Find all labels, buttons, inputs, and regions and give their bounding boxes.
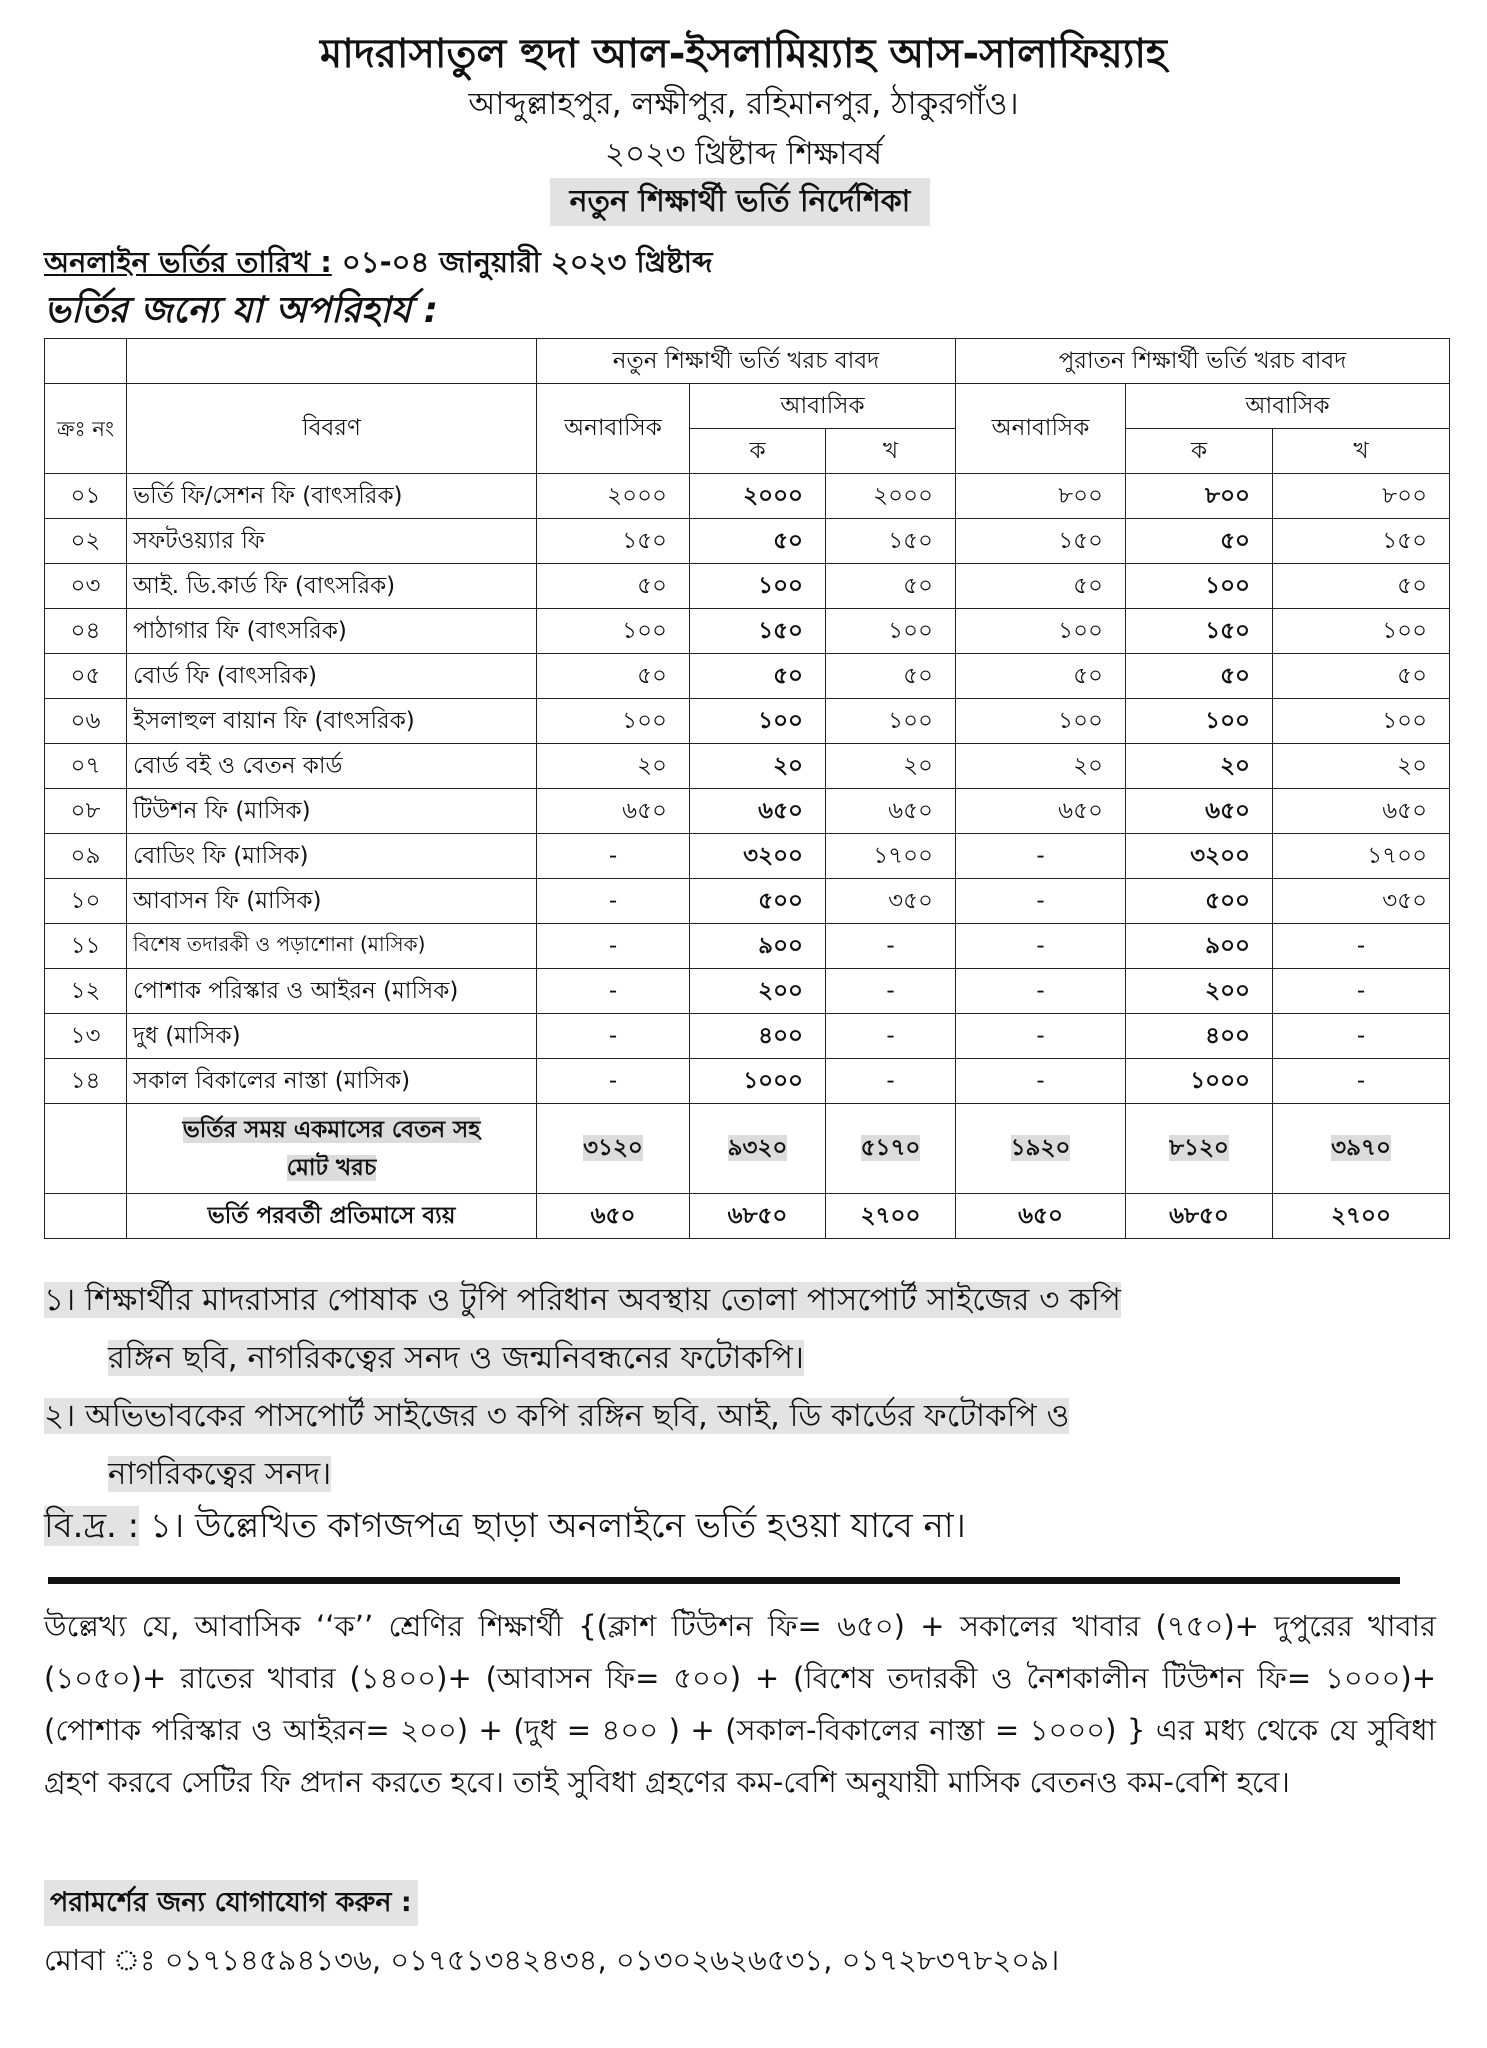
row-description: ভর্তি ফি/সেশন ফি (বাৎসরিক): [127, 474, 537, 519]
row-amount: ৫০: [690, 654, 826, 699]
row-amount: ২০০০: [690, 474, 826, 519]
row-amount: ২০০: [1126, 969, 1273, 1014]
row-amount: ৫০: [690, 519, 826, 564]
date-label: অনলাইন ভর্তির তারিখ :: [44, 245, 332, 279]
monthly-cell: ২৭০০: [826, 1194, 956, 1239]
col-old-kha: খ: [1273, 429, 1450, 474]
row-amount: ১৭০০: [1273, 834, 1450, 879]
row-amount: ৬৫০: [826, 789, 956, 834]
row-serial: ০৬: [45, 699, 127, 744]
row-amount: ৩৫০: [1273, 879, 1450, 924]
row-amount: ১০০: [1126, 564, 1273, 609]
row-amount: ৮০০: [1273, 474, 1450, 519]
row-amount: ৫০: [826, 654, 956, 699]
col-old-residential: আবাসিক: [1126, 384, 1450, 429]
row-amount: ৫০: [1126, 654, 1273, 699]
row-amount: ১০০: [826, 609, 956, 654]
row-description: ইসলাহুল বায়ান ফি (বাৎসরিক): [127, 699, 537, 744]
requirements-heading: ভর্তির জন্যে যা অপরিহার্য :: [44, 290, 439, 331]
row-amount: -: [956, 1059, 1126, 1104]
monthly-cell: ৬৮৫০: [1126, 1194, 1273, 1239]
row-amount: ২০: [826, 744, 956, 789]
row-amount: ১০০: [1273, 609, 1450, 654]
row-description: সকাল বিকালের নাস্তা (মাসিক): [127, 1059, 537, 1104]
row-amount: -: [826, 924, 956, 969]
fee-row: [45, 654, 1450, 699]
row-amount: ৫০: [537, 654, 690, 699]
col-new-kha: খ: [826, 429, 956, 474]
institution-address: আব্দুল্লাহপুর, লক্ষীপুর, রহিমানপুর, ঠাকুরগাঁও।: [468, 86, 1019, 122]
row-amount: -: [537, 1059, 690, 1104]
row-serial: ০১: [45, 474, 127, 519]
row-description: টিউশন ফি (মাসিক): [127, 789, 537, 834]
row-amount: -: [956, 1014, 1126, 1059]
row-amount: ৯০০: [690, 924, 826, 969]
fee-row: [45, 699, 1450, 744]
row-description: বোডিং ফি (মাসিক): [127, 834, 537, 879]
row-amount: -: [537, 969, 690, 1014]
document-notes: [44, 1272, 1444, 1504]
monthly-blank: [45, 1194, 127, 1239]
fee-row: [45, 789, 1450, 834]
col-new-residential: আবাসিক: [690, 384, 956, 429]
institution-title: মাদরাসাতুল হুদা আল-ইসলামিয়্যাহ আস-সালাফিয়্যাহ: [320, 31, 1167, 77]
row-amount: ১০০০: [690, 1059, 826, 1104]
row-serial: ১৩: [45, 1014, 127, 1059]
row-amount: ২০: [537, 744, 690, 789]
row-amount: ২০০০: [537, 474, 690, 519]
row-amount: ৫০: [1126, 519, 1273, 564]
row-amount: -: [1273, 969, 1450, 1014]
date-value: ০১-০৪ জানুয়ারী ২০২৩ খ্রিষ্টাব্দ: [331, 245, 713, 279]
row-amount: ৫০: [537, 564, 690, 609]
row-description: পাঠাগার ফি (বাৎসরিক): [127, 609, 537, 654]
row-amount: ৩৫০: [826, 879, 956, 924]
row-amount: ৮০০: [1126, 474, 1273, 519]
row-amount: -: [956, 924, 1126, 969]
total-cell: ৯৩২০: [690, 1104, 826, 1194]
admission-guide-heading: নতুন শিক্ষার্থী ভর্তি নির্দেশিকা: [550, 178, 930, 226]
row-amount: ৬৫০: [1273, 789, 1450, 834]
note-2-line-1: ২। অভিভাবকের পাসপোর্ট সাইজের ৩ কপি রঙ্গিন ছবি, আই, ডি কার্ডের ফটোকপি ও: [44, 1398, 1070, 1434]
total-label-line2: মোট খরচ: [286, 1154, 377, 1181]
col-old-nonresidential: অনাবাসিক: [956, 384, 1126, 474]
fee-row: [45, 609, 1450, 654]
row-amount: ৪০০: [690, 1014, 826, 1059]
academic-year: ২০২৩ খ্রিষ্টাব্দ শিক্ষাবর্ষ: [604, 136, 883, 172]
monthly-cell: ৬৫০: [956, 1194, 1126, 1239]
row-amount: ৫০: [956, 564, 1126, 609]
fee-row: [45, 1014, 1450, 1059]
row-description: দুধ (মাসিক): [127, 1014, 537, 1059]
nb-text: ১। উল্লেখিত কাগজপত্র ছাড়া অনলাইনে ভর্তি হওয়া যাবে না।: [139, 1506, 966, 1546]
header-blank: [127, 339, 537, 384]
row-serial: ০৫: [45, 654, 127, 699]
row-amount: -: [1273, 1014, 1450, 1059]
row-amount: ৫০: [1273, 654, 1450, 699]
row-amount: -: [537, 834, 690, 879]
fee-row: [45, 834, 1450, 879]
row-serial: ১৪: [45, 1059, 127, 1104]
monthly-cell: ৬৫০: [537, 1194, 690, 1239]
group-new-header: নতুন শিক্ষার্থী ভর্তি খরচ বাবদ: [537, 339, 956, 384]
row-amount: ৫০: [1273, 564, 1450, 609]
row-description: বোর্ড বই ও বেতন কার্ড: [127, 744, 537, 789]
total-blank: [45, 1104, 127, 1194]
row-amount: -: [826, 1059, 956, 1104]
contact-phones: মোবা ঃ ০১৭১৪৫৯৪১৩৬, ০১৭৫১৩৪২৪৩৪, ০১৩০২৬২৬৫৩১, ০১৭২৮৩৭৮২০৯।: [44, 1943, 1060, 1977]
row-serial: ০৭: [45, 744, 127, 789]
row-amount: ৩২০০: [1126, 834, 1273, 879]
fee-row: [45, 969, 1450, 1014]
row-amount: ১০০০: [1126, 1059, 1273, 1104]
row-amount: ১০০: [956, 699, 1126, 744]
row-description: আবাসন ফি (মাসিক): [127, 879, 537, 924]
online-admission-date: [44, 240, 712, 289]
row-serial: ১০: [45, 879, 127, 924]
row-description: বোর্ড ফি (বাৎসরিক): [127, 654, 537, 699]
fee-row: [45, 519, 1450, 564]
row-amount: ৪০০: [1126, 1014, 1273, 1059]
row-amount: ১০০: [690, 699, 826, 744]
row-amount: ১৫০: [537, 519, 690, 564]
row-amount: ১৫০: [826, 519, 956, 564]
row-amount: ২০০০: [826, 474, 956, 519]
row-serial: ০৮: [45, 789, 127, 834]
row-serial: ০৪: [45, 609, 127, 654]
row-amount: ১৫০: [1273, 519, 1450, 564]
row-amount: ১৫০: [690, 609, 826, 654]
row-description: পোশাক পরিস্কার ও আইরন (মাসিক): [127, 969, 537, 1014]
row-amount: ৫০০: [690, 879, 826, 924]
col-serial: ক্রঃ নং: [45, 384, 127, 474]
row-amount: ১০০: [690, 564, 826, 609]
fee-row: [45, 1059, 1450, 1104]
monthly-cell: ৬৮৫০: [690, 1194, 826, 1239]
row-amount: -: [826, 1014, 956, 1059]
row-amount: ৬৫০: [690, 789, 826, 834]
contact-label: পরামর্শের জন্য যোগাযোগ করুন :: [44, 1880, 418, 1926]
row-amount: -: [956, 969, 1126, 1014]
row-amount: ২০: [690, 744, 826, 789]
col-new-nonresidential: অনাবাসিক: [537, 384, 690, 474]
fee-row: [45, 924, 1450, 969]
row-amount: ২০: [1273, 744, 1450, 789]
row-description: আই. ডি.কার্ড ফি (বাৎসরিক): [127, 564, 537, 609]
row-description: বিশেষ তদারকী ও পড়াশোনা (মাসিক): [127, 924, 537, 969]
row-amount: -: [537, 1014, 690, 1059]
note-2-line-2: নাগরিকত্বের সনদ।: [108, 1456, 332, 1492]
row-amount: -: [826, 969, 956, 1014]
fee-row: [45, 744, 1450, 789]
fee-table: [44, 338, 1450, 1239]
row-amount: ৮০০: [956, 474, 1126, 519]
row-serial: ১২: [45, 969, 127, 1014]
row-amount: ৫০: [956, 654, 1126, 699]
total-cell: ৫১৭০: [826, 1104, 956, 1194]
fee-row: [45, 564, 1450, 609]
row-serial: ১১: [45, 924, 127, 969]
total-cell: ৩১২০: [537, 1104, 690, 1194]
row-serial: ০৯: [45, 834, 127, 879]
row-amount: ১৭০০: [826, 834, 956, 879]
fee-row: [45, 879, 1450, 924]
total-cell: ৮১২০: [1126, 1104, 1273, 1194]
row-amount: ৯০০: [1126, 924, 1273, 969]
row-amount: ১০০: [956, 609, 1126, 654]
row-amount: ১০০: [537, 609, 690, 654]
row-amount: -: [537, 924, 690, 969]
row-amount: ৩২০০: [690, 834, 826, 879]
row-amount: ১০০: [826, 699, 956, 744]
fee-row: [45, 474, 1450, 519]
total-cell: ৩৯৭০: [1273, 1104, 1450, 1194]
row-amount: ৫০০: [1126, 879, 1273, 924]
row-amount: ২০০: [690, 969, 826, 1014]
monthly-cell: ২৭০০: [1273, 1194, 1450, 1239]
note-1-line-1: ১। শিক্ষার্থীর মাদরাসার পোষাক ও টুপি পরিধান অবস্থায় তোলা পাসপোর্ট সাইজের ৩ কপি: [44, 1282, 1121, 1318]
row-amount: ১০০: [1273, 699, 1450, 744]
monthly-label: ভর্তি পরবর্তী প্রতিমাসে ব্যয়: [127, 1194, 537, 1239]
group-old-header: পুরাতন শিক্ষার্থী ভর্তি খরচ বাবদ: [956, 339, 1450, 384]
total-label: [127, 1104, 537, 1194]
row-amount: ১৫০: [956, 519, 1126, 564]
row-serial: ০৩: [45, 564, 127, 609]
row-amount: -: [537, 879, 690, 924]
total-label-line1: ভর্তির সময় একমাসের বেতন সহ: [182, 1116, 481, 1143]
row-amount: -: [956, 879, 1126, 924]
row-amount: ৬৫০: [956, 789, 1126, 834]
residential-fee-paragraph: উল্লেখ্য যে, আবাসিক ‘‘ক’’ শ্রেণির শিক্ষার্থী {(ক্লাশ টিউশন ফি= ৬৫০) + সকালের খাবার (৭৫০)+ দুপুরের খাবার (১০৫০)+ রাতের খাবার (১৪০০)+ (আবাসন ফি= ৫০০) + (বিশেষ তদারকী ও নৈশকালীন টিউশন ফি= ১০০০)+ (পোশাক পরিস্কার ও আইরন= ২০০) + (দুধ = ৪০০ ) + (সকাল-বিকালের নাস্তা = ১০০০) } এর মধ্য থেকে যে সুবিধা গ্রহণ করবে সেটির ফি প্রদান করতে হবে। তাই সুবিধা গ্রহণের কম-বেশি অনুযায়ী মাসিক বেতনও কম-বেশি হবে।: [44, 1609, 1436, 1799]
col-new-ka: ক: [690, 429, 826, 474]
row-amount: ৬৫০: [1126, 789, 1273, 834]
row-amount: -: [1273, 1059, 1450, 1104]
row-serial: ০২: [45, 519, 127, 564]
row-amount: ১৫০: [1126, 609, 1273, 654]
row-amount: ৫০: [826, 564, 956, 609]
col-description: বিবরণ: [127, 384, 537, 474]
row-description: সফটওয়্যার ফি: [127, 519, 537, 564]
row-amount: ১০০: [537, 699, 690, 744]
row-amount: ১০০: [1126, 699, 1273, 744]
row-amount: ৬৫০: [537, 789, 690, 834]
row-amount: ২০: [1126, 744, 1273, 789]
row-amount: ২০: [956, 744, 1126, 789]
header-blank: [45, 339, 127, 384]
row-amount: -: [956, 834, 1126, 879]
row-amount: -: [1273, 924, 1450, 969]
note-1-line-2: রঙ্গিন ছবি, নাগরিকত্বের সনদ ও জন্মনিবন্ধনের ফটোকপি।: [108, 1340, 804, 1376]
nb-label: বি.দ্র. :: [44, 1506, 140, 1546]
nb-note: [44, 1500, 966, 1557]
total-cell: ১৯২০: [956, 1104, 1126, 1194]
col-old-ka: ক: [1126, 429, 1273, 474]
divider: [48, 1577, 1400, 1584]
